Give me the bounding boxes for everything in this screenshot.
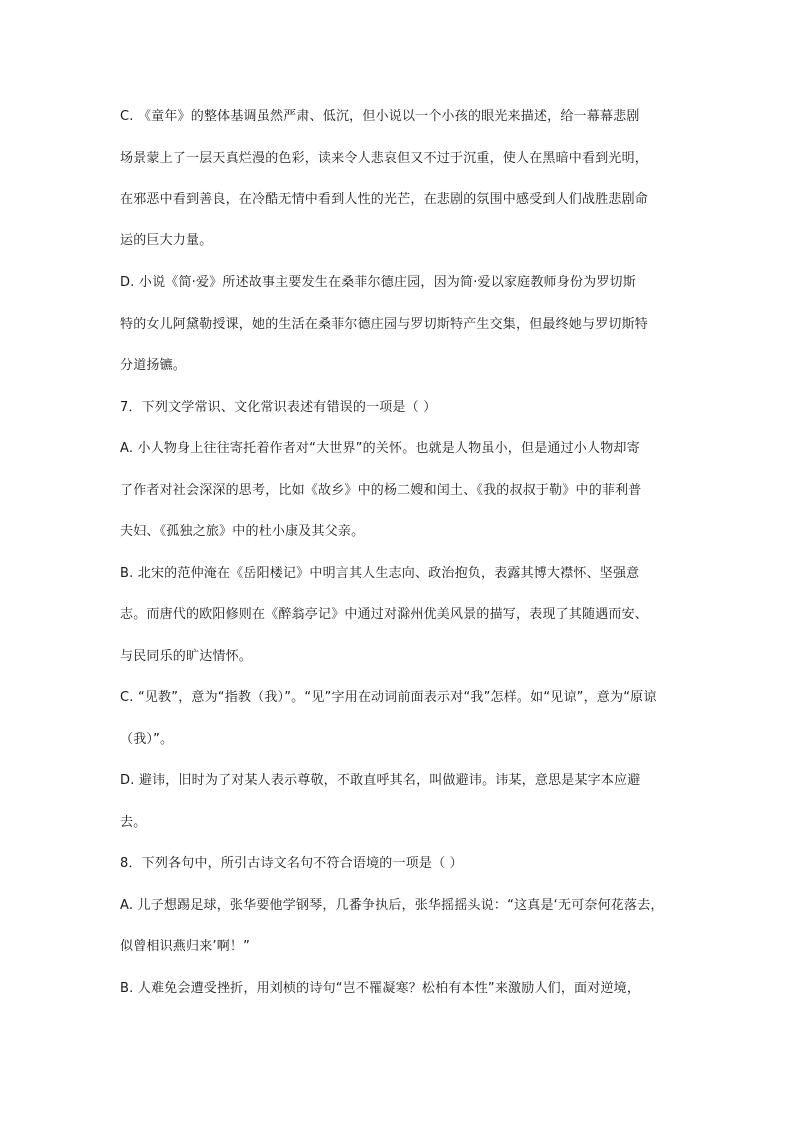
text-line: 夫妇、《孤独之旅》中的杜小康及其父亲。 (120, 524, 365, 539)
text-line: 场景蒙上了一层天真烂漫的色彩，读来令人悲哀但又不过于沉重，使人在黑暗中看到光明， (120, 151, 649, 166)
text-line: C. “见教”，意为“指教（我）”。“见”字用在动词前面表示对“我”怎样。如“见谅”，意为“原谅 (120, 690, 657, 705)
question-line: 7．下列文学常识、文化常识表述有错误的一项是（ ） (120, 400, 437, 415)
text-line: C. 《童年》的整体基调虽然严肃、低沉，但小说以一个小孩的眼光来描述，给一幕幕悲剧 (120, 109, 640, 124)
text-line: D. 小说《简·爱》所述故事主要发生在桑菲尔德庄园，因为简·爱以家庭教师身份为罗切斯 (120, 275, 636, 290)
text-line: 了作者对社会深深的思考，比如《故乡》中的杨二嫂和闰土、《我的叔叔于勒》中的菲利普 (120, 483, 642, 498)
text-line: 运的巨大力量。 (120, 233, 213, 248)
text-line: 似曾相识燕归来’啊！” (120, 939, 251, 954)
text-line: B. 北宋的范仲淹在《岳阳楼记》中明言其人生志向、政治抱负，表露其博大襟怀、坚强意 (120, 566, 640, 581)
text-line: 在邪恶中看到善良，在冷酷无情中看到人性的光芒，在悲剧的氛围中感受到人们战胜悲剧命 (120, 192, 649, 207)
text-line: A. 小人物身上往往寄托着作者对“大世界”的关怀。也就是人物虽小，但是通过小人物却寄 (120, 441, 640, 456)
text-line: 分道扬镳。 (120, 358, 187, 373)
text-line: 去。 (120, 815, 147, 830)
text-line: A. 儿子想踢足球，张华要他学钢琴，几番争执后，张华摇摇头说：“这真是‘无可奈何花落去， (120, 898, 664, 913)
text-line: 与民同乐的旷达情怀。 (120, 649, 253, 664)
text-line: （我）”。 (120, 732, 174, 747)
text-line: 特的女儿阿黛勒授课，她的生活在桑菲尔德庄园与罗切斯特产生交集，但最终她与罗切斯特 (120, 317, 649, 332)
text-line: D. 避讳，旧时为了对某人表示尊敬，不敢直呼其名，叫做避讳。讳某，意思是某字本应避 (120, 773, 641, 788)
text-line: B. 人难免会遭受挫折，用刘桢的诗句“岂不罹凝寒？松柏有本性”来激励人们，面对逆境， (120, 981, 641, 996)
text-line: 志。而唐代的欧阳修则在《醉翁亭记》中通过对滁州优美风景的描写，表现了其随遇而安、 (120, 607, 649, 622)
question-line: 8．下列各句中，所引古诗文名句不符合语境的一项是（ ） (120, 856, 463, 871)
